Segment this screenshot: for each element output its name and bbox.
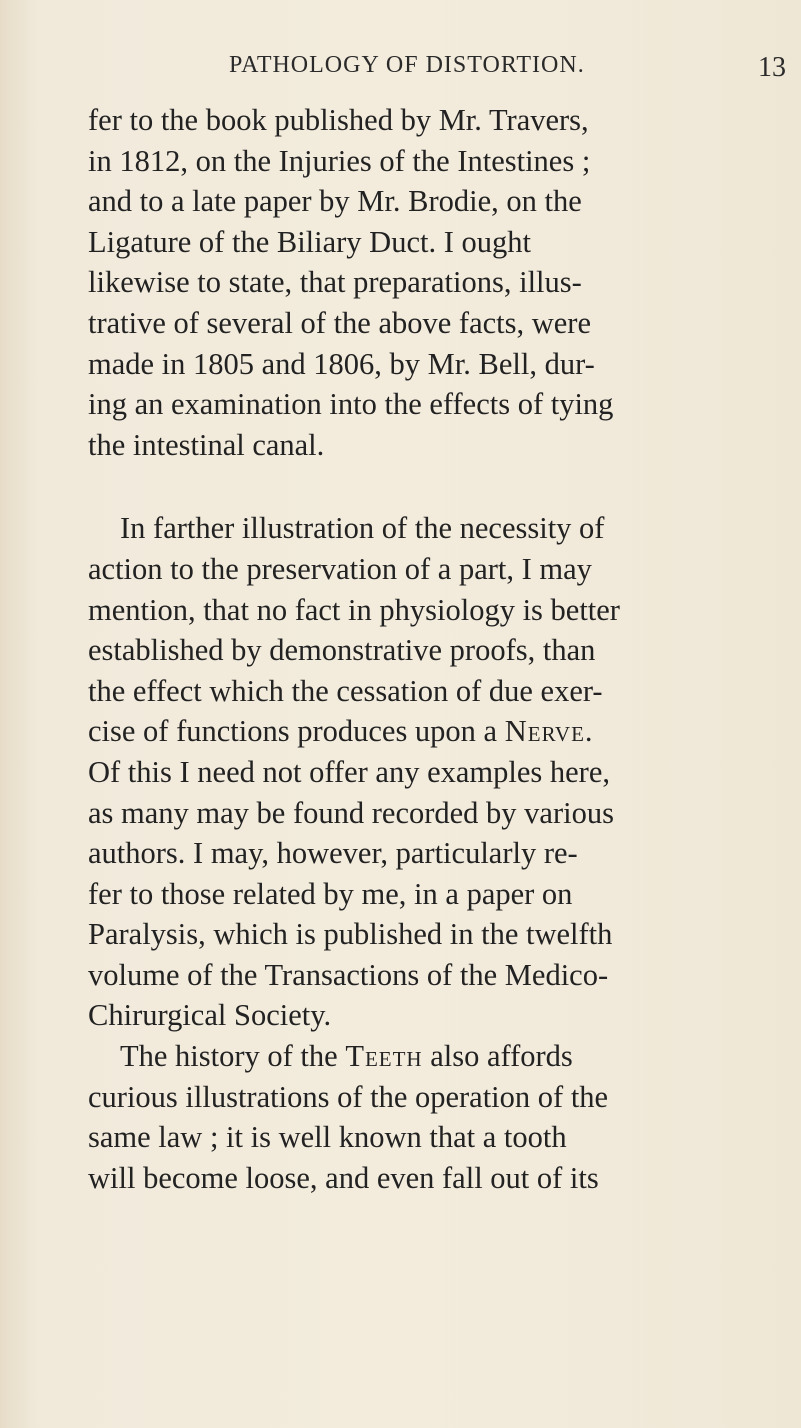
text-run: cise of functions produces upon a [88,714,505,749]
text-line: action to the preservation of a part, I may [88,551,592,586]
body-text [88,100,756,1198]
text-line: established by demonstrative proofs, than [88,633,596,668]
running-title: PATHOLOGY OF DISTORTION. [229,52,585,78]
text-line: trative of several of the above facts, were [88,305,591,340]
text-line: mention, that no fact in physiology is better [88,592,620,627]
text-line: and to a late paper by Mr. Brodie, on the [88,184,582,219]
text-line: Paralysis, which is published in the twelfth [88,917,613,952]
text-line: Chirurgical Society. [88,998,332,1033]
text-line: Of this I need not offer any examples here, [88,754,610,789]
small-caps-term: Teeth [345,1039,423,1074]
text-line: likewise to state, that preparations, illus- [88,265,582,300]
text-line [88,711,756,752]
text-line [88,1036,756,1077]
small-caps-term: Nerve. [504,714,594,749]
text-line: Ligature of the Biliary Duct. I ought [88,224,531,259]
text-line: authors. I may, however, particularly re- [88,836,578,871]
text-line: in 1812, on the Injuries of the Intestines ; [88,143,591,178]
text-line: same law ; it is well known that a tooth [88,1120,567,1155]
text-line: fer to the book published by Mr. Travers, [88,103,589,137]
text-run: The history of the [120,1039,346,1074]
text-line: In farther illustration of the necessity of [120,511,605,546]
text-line: as many may be found recorded by various [88,795,614,830]
text-line: ing an examination into the effects of tying [88,387,614,422]
text-line: the effect which the cessation of due exer- [88,673,603,708]
text-line: volume of the Transactions of the Medico- [88,957,609,992]
page-number: 13 [758,52,786,83]
text-run: also affords [422,1039,573,1074]
text-line: fer to those related by me, in a paper on [88,876,573,911]
text-line: made in 1805 and 1806, by Mr. Bell, dur- [88,346,595,381]
text-line: the intestinal canal. [88,427,325,462]
text-line: curious illustrations of the operation of the [88,1079,609,1114]
text-line: will become loose, and even fall out of its [88,1160,599,1195]
paragraph-gap [88,465,756,508]
